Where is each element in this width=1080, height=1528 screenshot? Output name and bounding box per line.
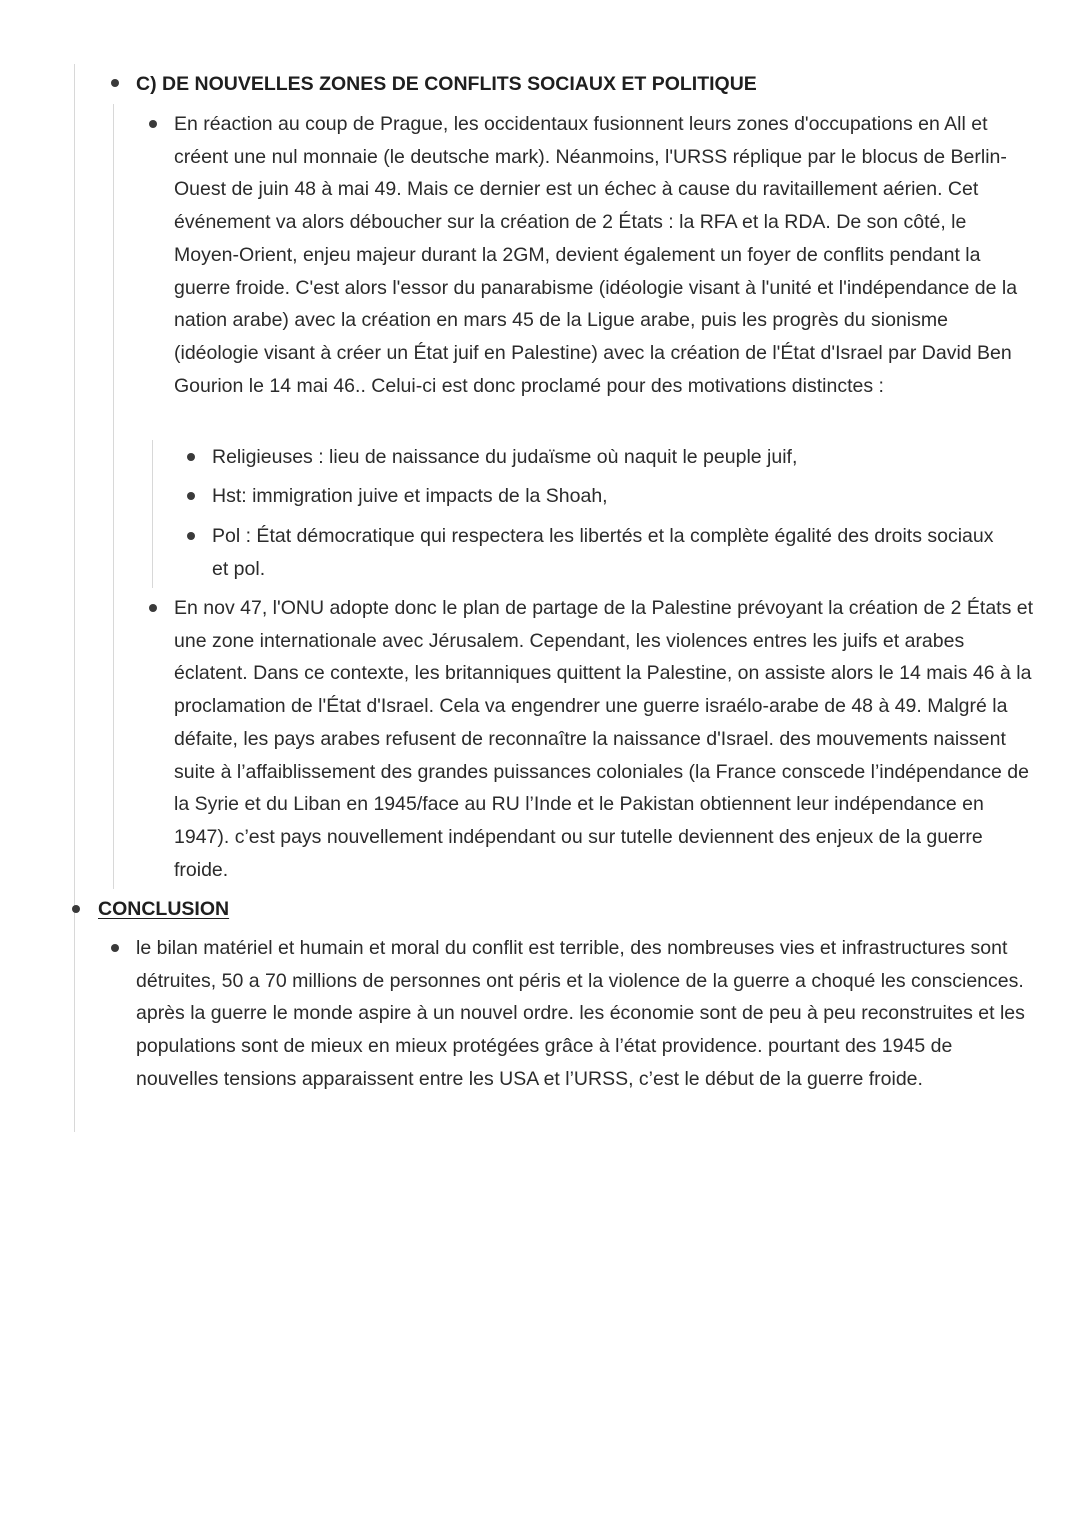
conclusion-heading: CONCLUSION	[98, 898, 230, 920]
bullet-icon	[72, 905, 80, 913]
outline-guide-level-2	[152, 440, 153, 588]
bullet-icon	[149, 604, 157, 612]
list-item: Pol : État démocratique qui respectera les libertés et la complète égalité des droits sociaux et pol.	[212, 525, 994, 580]
bullet-icon	[187, 453, 195, 461]
paragraph: En nov 47, l'ONU adopte donc le plan de partage de la Palestine prévoyant la création de 2 États et une zone internationale avec Jérusalem. Cependant, les violences entres les juifs et arabes éclatent. Dans ce contexte, les britanniques quittent la Palestine, on assiste alors le 14 mais 46 à la proclamation de l'État d'Israel. Cela va engendrer une guerre israélo-arabe de 48 à 49. Malgré la défaite, les pays arabes refusent de reconnaître la naissance d'Israel. des mouvements naissent suite à l’affaiblissement des grandes puissances coloniales (la France conscede l’indépendance de la Syrie et du Liban en 1945/face au RU l’Inde et le Pakistan obtiennent leur indépendance en 1947). c’est pays nouvellement indépendant ou sur tutelle deviennent des enjeux de la guerre froide.	[174, 597, 1034, 881]
list-item: Religieuses : lieu de naissance du judaïsme où naquit le peuple juif,	[212, 446, 798, 468]
bullet-icon	[187, 532, 195, 540]
bullet-icon	[111, 944, 119, 952]
bullet-icon	[149, 120, 157, 128]
bullet-icon	[187, 492, 195, 500]
section-heading: C) DE NOUVELLES ZONES DE CONFLITS SOCIAUX ET POLITIQUE	[136, 73, 757, 95]
list-item: Hst: immigration juive et impacts de la Shoah,	[212, 485, 608, 507]
bullet-icon	[111, 79, 119, 87]
outline-guide-level-0	[74, 64, 75, 1132]
paragraph: le bilan matériel et humain et moral du conflit est terrible, des nombreuses vies et infrastructures sont détruites, 50 a 70 millions de personnes ont péris et la violence de la guerre a choqué les consciences. après la guerre le monde aspire à un nouvel ordre. les économie sont de peu à peu reconstruites et les populations sont de mieux en mieux protégées grâce à l’état providence. pourtant des 1945 de nouvelles tensions apparaissent entre les USA et l’URSS, c’est le début de la guerre froide.	[136, 937, 1025, 1090]
paragraph: En réaction au coup de Prague, les occidentaux fusionnent leurs zones d'occupations en All et créent une nul monnaie (le deutsche mark). Néanmoins, l'URSS réplique par le blocus de Berlin-Ouest de juin 48 à mai 49. Mais ce dernier est un échec à cause du ravitaillement aérien. Cet événement va alors déboucher sur la création de 2 États : la RFA et la RDA. De son côté, le Moyen-Orient, enjeu majeur durant la 2GM, devient également un foyer de conflits pendant la guerre froide. C'est alors l'essor du panarabisme (idéologie visant à l'unité et l'indépendance de la nation arabe) avec la création en mars 45 de la Ligue arabe, puis les progrès du sionisme (idéologie visant à créer un État juif en Palestine) avec la création de l'État d'Israel par David Ben Gourion le 14 mai 46.. Celui-ci est donc proclamé pour des motivations distinctes :	[174, 113, 1018, 397]
outline-guide-level-1	[113, 104, 114, 889]
